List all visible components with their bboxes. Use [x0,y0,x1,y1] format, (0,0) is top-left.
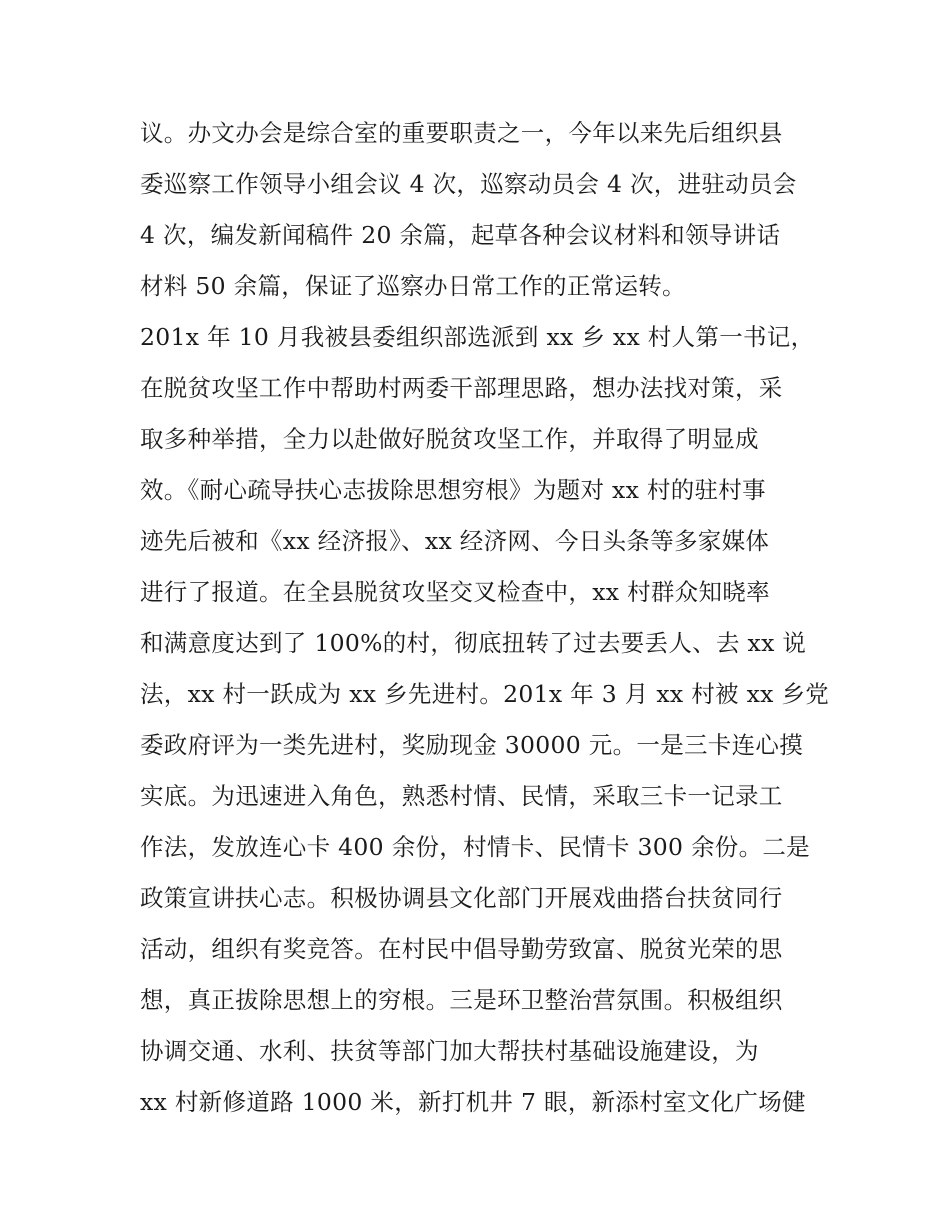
text-line-6: 在脱贫攻坚工作中帮助村两委干部理思路，想办法找对策，采 [140,374,783,402]
text-line-3: 4 次，编发新闻稿件 20 余篇，起草各种会议材料和领导讲话 [140,221,781,249]
text-line-15: 作法，发放连心卡 400 余份，村情卡、民情卡 300 余份。二是 [140,833,810,861]
text-line-9: 迹先后被和《xx 经济报》、xx 经济网、今日头条等多家媒体 [140,527,770,555]
text-line-14: 实底。为迅速进入角色，熟悉村情、民情，采取三卡一记录工 [140,782,783,810]
text-line-10: 进行了报道。在全县脱贫攻坚交叉检查中，xx 村群众知晓率 [140,578,770,606]
body-text [140,108,830,1128]
text-line-13: 委政府评为一类先进村，奖励现金 30000 元。一是三卡连心摸 [140,731,803,759]
text-line-17: 活动，组织有奖竞答。在村民中倡导勤劳致富、脱贫光荣的思 [140,935,783,963]
text-line-1: 议。办文办会是综合室的重要职责之一，今年以来先后组织县 [140,119,783,147]
text-line-20: xx 村新修道路 1000 米，新打机井 7 眼，新添村室文化广场健 [140,1088,806,1116]
text-line-18: 想，真正拔除思想上的穷根。三是环卫整治营氛围。积极组织 [140,986,783,1014]
text-line-19: 协调交通、水利、扶贫等部门加大帮扶村基础设施建设，为 [140,1037,759,1065]
text-line-4: 材料 50 余篇，保证了巡察办日常工作的正常运转。 [140,272,686,300]
text-line-11: 和满意度达到了 100%的村，彻底扭转了过去要丢人、去 xx 说 [140,629,807,657]
text-line-5: 201x 年 10 月我被县委组织部选派到 xx 乡 xx 村人第一书记， [140,323,815,351]
text-line-8: 效。《耐心疏导扶心志拔除思想穷根》为题对 xx 村的驻村事 [140,476,766,504]
text-line-2: 委巡察工作领导小组会议 4 次，巡察动员会 4 次，进驻动员会 [140,170,797,198]
text-line-16: 政策宣讲扶心志。积极协调县文化部门开展戏曲搭台扶贫同行 [140,884,783,912]
text-line-12: 法，xx 村一跃成为 xx 乡先进村。201x 年 3 月 xx 村被 xx 乡党 [140,680,830,708]
text-line-7: 取多种举措，全力以赴做好脱贫攻坚工作，并取得了明显成 [140,425,759,453]
